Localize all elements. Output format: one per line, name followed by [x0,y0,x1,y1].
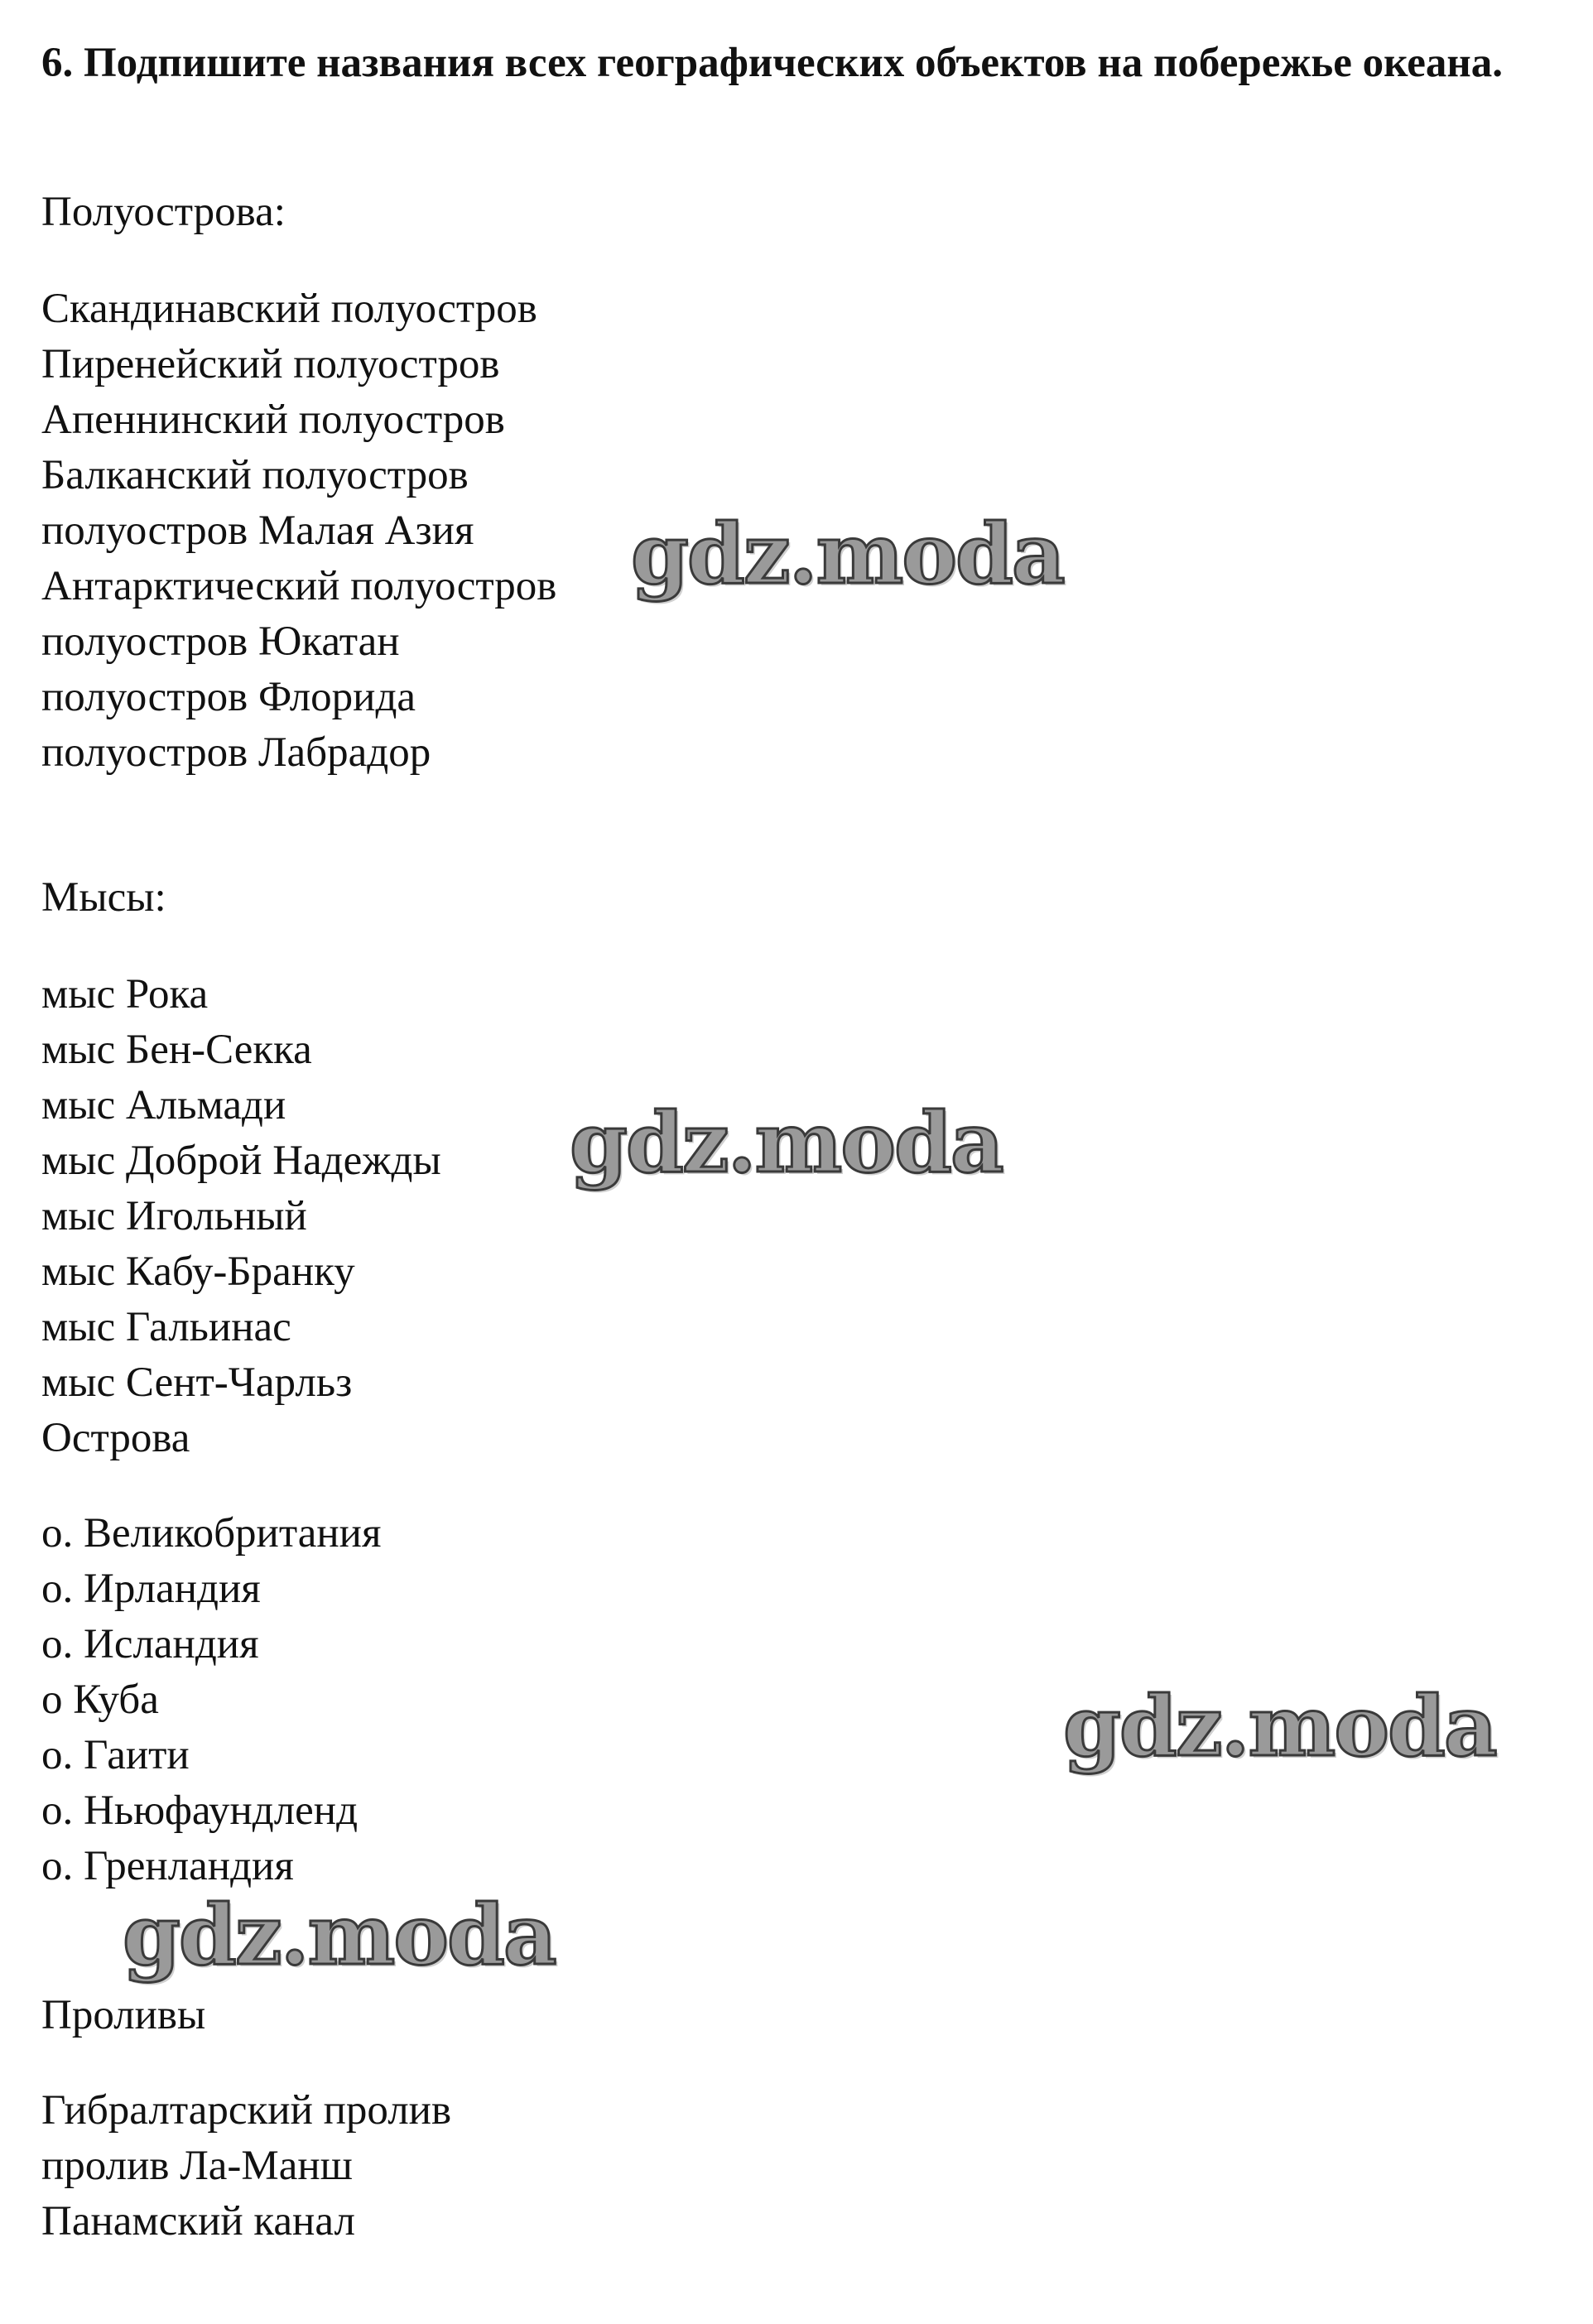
list-item: Апеннинский полуостров [41,397,505,443]
section-heading-islands: Острова [41,1415,190,1461]
list-item: мыс Альмади [41,1082,286,1128]
list-item: о. Гренландия [41,1843,294,1889]
list-item: Балканский полуостров [41,452,469,498]
watermark-logo: gdz.moda [1063,1677,1496,1775]
list-item: о. Ирландия [41,1566,261,1612]
list-item: мыс Рока [41,971,209,1018]
list-item: мыс Доброй Надежды [41,1138,441,1184]
task-title: 6. Подпишите названия всех географических объектов на побережье океана. [41,40,1504,86]
list-item: Скандинавский полуостров [41,286,537,332]
list-item: пролив Ла-Манш [41,2143,353,2189]
list-item: полуостров Малая Азия [41,508,474,554]
watermark-logo: gdz.moda [631,505,1064,603]
list-item: о. Ньюфаундленд [41,1788,359,1834]
section-heading-capes: Мысы: [41,874,166,921]
list-item: Антарктический полуостров [41,563,557,609]
section-heading-straits: Проливы [41,1992,206,2038]
watermark-logo: gdz.moda [570,1094,1003,1191]
list-item: мыс Гальинас [41,1304,291,1350]
section-heading-peninsulas: Полуострова: [41,189,286,235]
list-item: мыс Кабу-Бранку [41,1249,355,1295]
list-item: мыс Сент-Чарльз [41,1359,353,1406]
list-item: о. Великобритания [41,1510,382,1557]
list-item: полуостров Юкатан [41,618,400,665]
list-item: о. Исландия [41,1621,259,1667]
list-item: полуостров Флорида [41,674,416,720]
list-item: мыс Игольный [41,1193,307,1239]
list-item: о Куба [41,1677,159,1723]
watermark-logo: gdz.moda [123,1886,556,1984]
list-item: о. Гаити [41,1732,190,1778]
list-item: Гибралтарский пролив [41,2087,452,2134]
list-item: Панамский канал [41,2198,355,2245]
list-item: мыс Бен-Секка [41,1027,312,1073]
list-item: Пиренейский полуостров [41,341,500,387]
list-item: полуостров Лабрадор [41,729,431,776]
